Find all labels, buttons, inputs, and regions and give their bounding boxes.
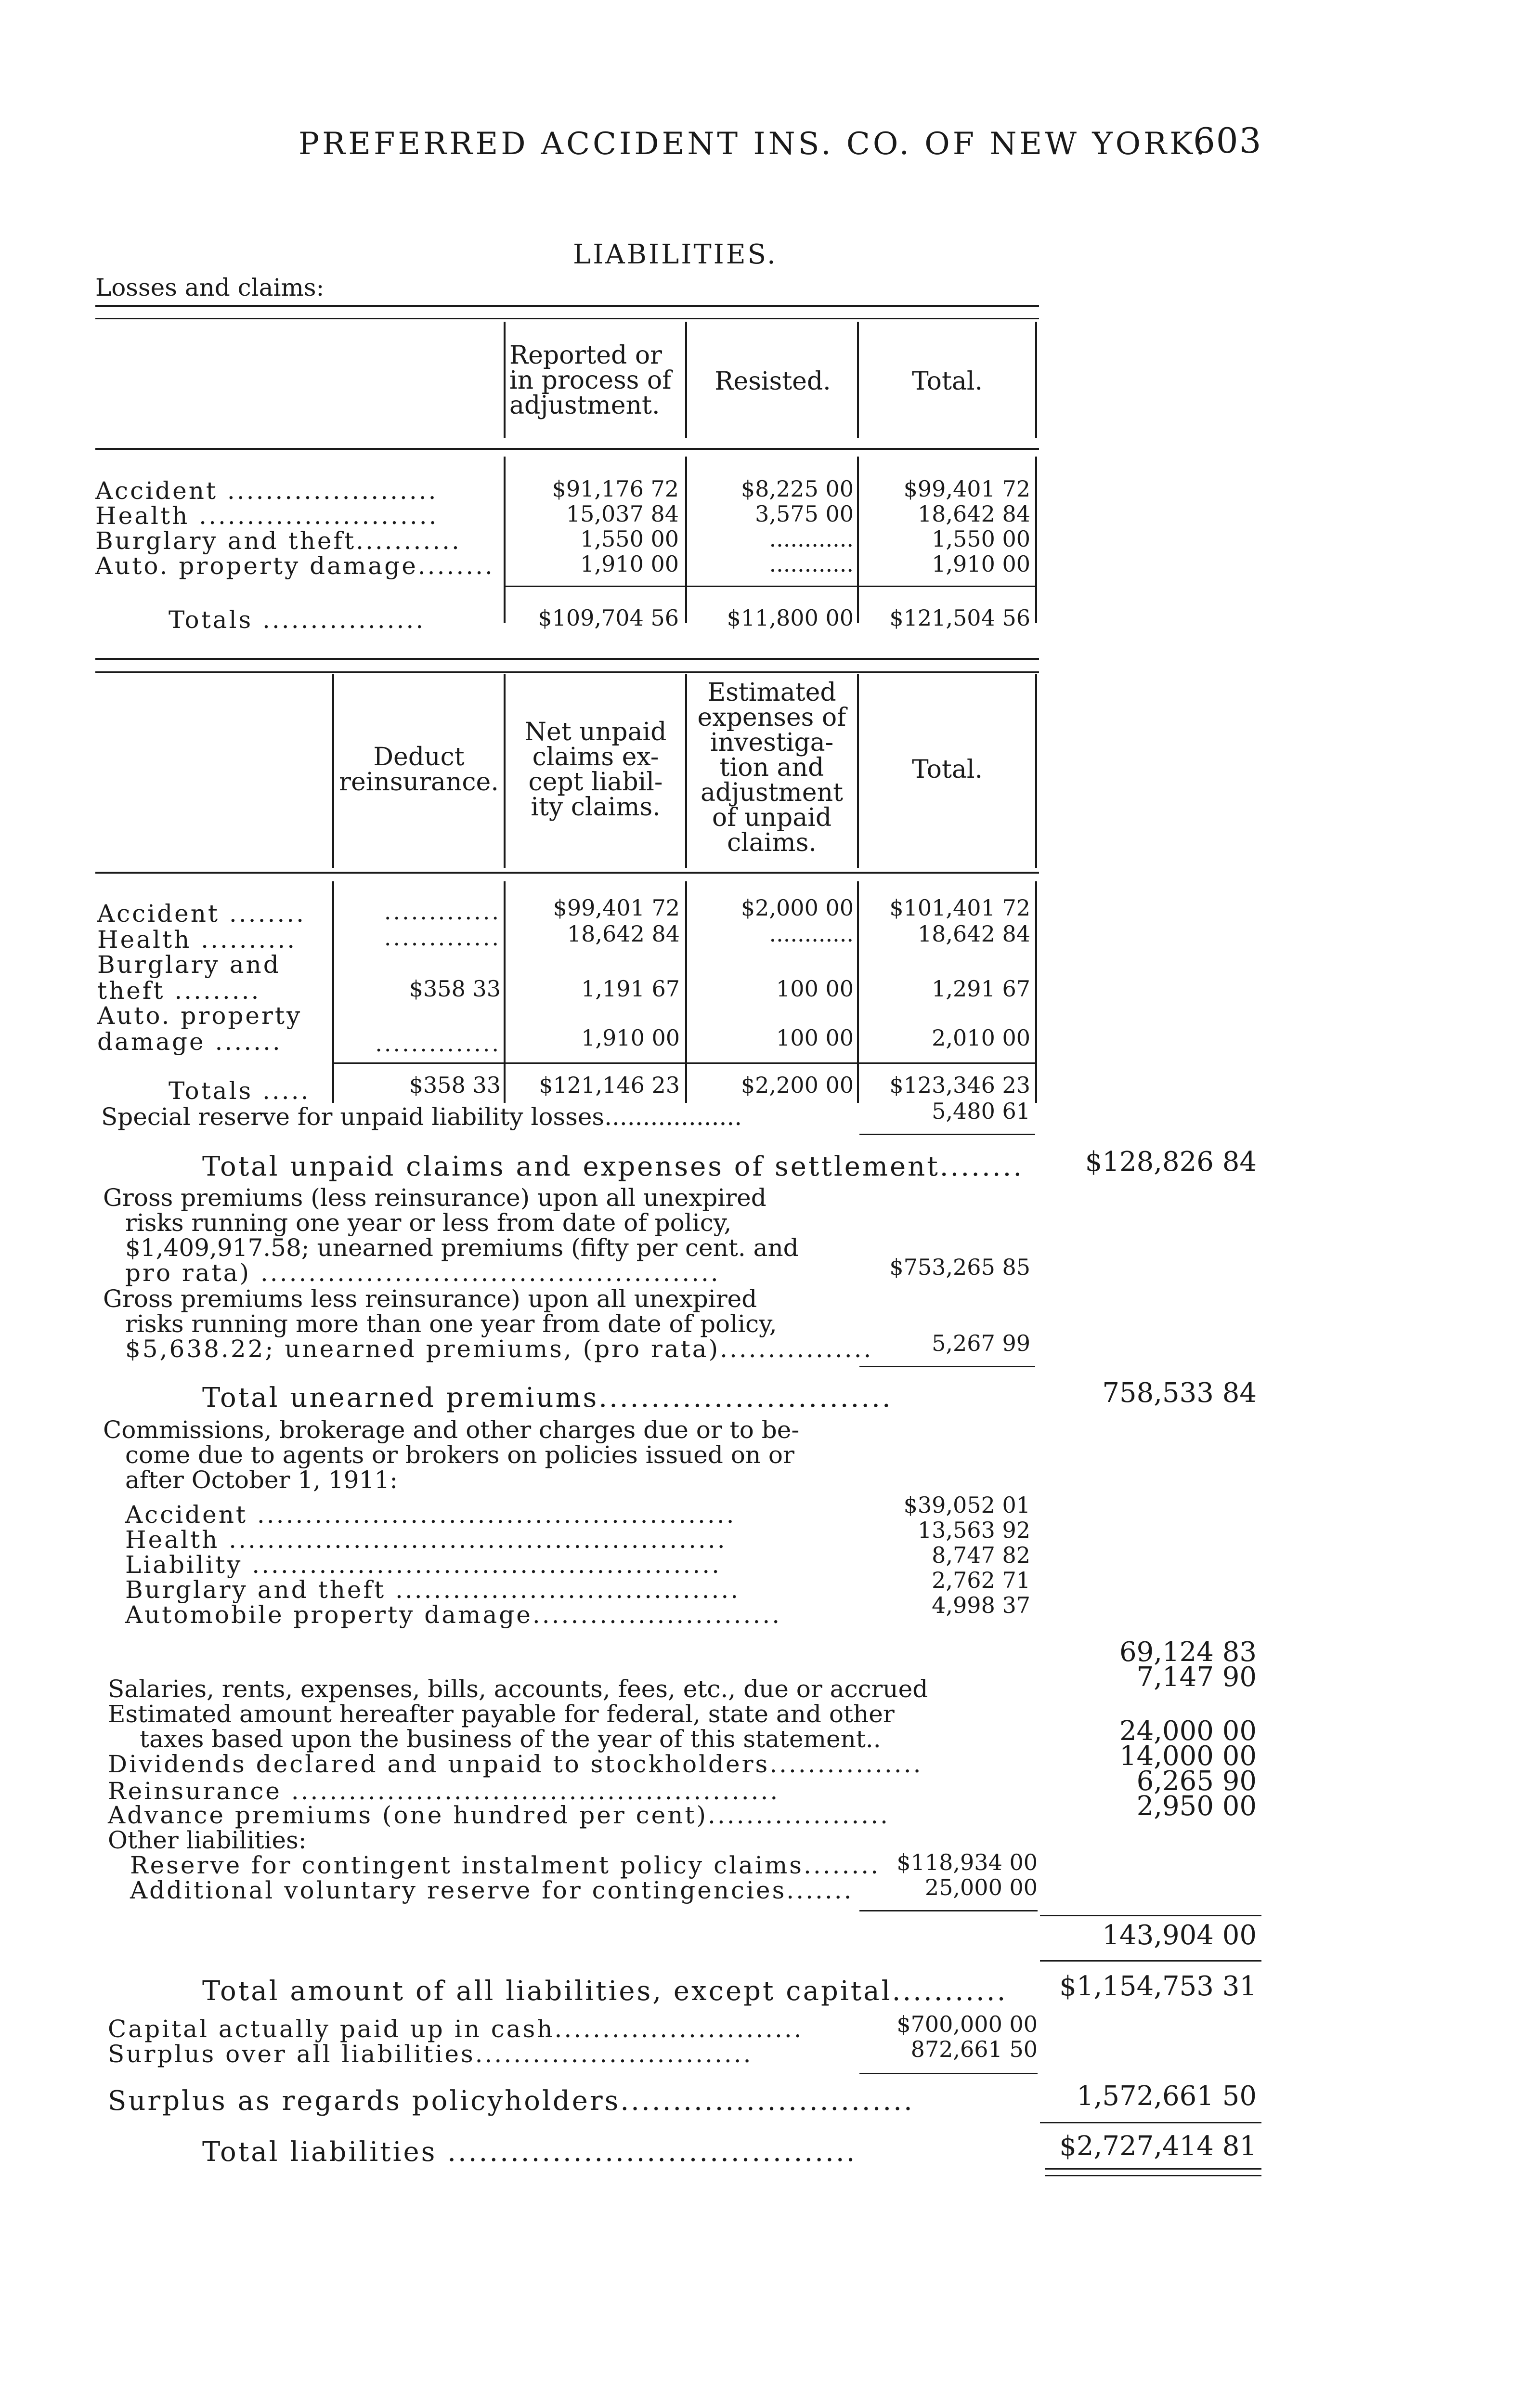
other-item-label: Additional voluntary reserve for contingencies.......	[130, 1876, 854, 1904]
totals-label: Totals .....	[169, 1077, 311, 1105]
cell-total: 18,642 84	[917, 921, 1030, 947]
comm-total-value: 69,124 83	[1119, 1636, 1257, 1668]
gross2-value: 5,267 99	[932, 1330, 1030, 1356]
col-header-deduct: Deduct reinsurance.	[339, 743, 499, 797]
salaries-label: Salaries, rents, expenses, bills, accounts, fees, etc., due or accrued	[108, 1675, 928, 1703]
page-number: 603	[1193, 120, 1262, 161]
surplus-over-value: 872,661 50	[910, 2036, 1038, 2062]
advance-value: 2,950 00	[1136, 1791, 1257, 1822]
cell-est: 100 00	[776, 976, 854, 1002]
cell-reported: 1,550 00	[580, 526, 679, 552]
comm-item-value: 2,762 71	[932, 1567, 1030, 1593]
cell-deduct: ..............	[375, 1031, 501, 1057]
total-unpaid-value: $128,826 84	[1085, 1146, 1257, 1178]
advance-label: Advance premiums (one hundred per cent)...................	[108, 1801, 890, 1829]
total-unearned-value: 758,533 84	[1102, 1377, 1257, 1409]
col-header-total: Total.	[911, 367, 983, 396]
gross1-value: $753,265 85	[889, 1254, 1030, 1280]
cell-net: $99,401 72	[553, 895, 680, 921]
text-line: $5,638.22; unearned premiums, (pro rata)................	[125, 1335, 873, 1363]
row-label: Health .........................	[95, 502, 439, 530]
losses-label: Losses and claims:	[95, 274, 325, 301]
special-reserve-label: Special reserve for unpaid liability losses..................	[101, 1103, 742, 1131]
row-label: Auto. property damage........	[95, 552, 494, 580]
comm-item-value: 8,747 82	[932, 1542, 1030, 1568]
section-title: LIABILITIES.	[573, 239, 778, 270]
text-line: pro rata) ................................................	[125, 1259, 720, 1287]
cell-reported: 15,037 84	[566, 501, 679, 527]
cell-resisted: ............	[769, 551, 854, 577]
cell-deduct: .............	[384, 925, 501, 951]
dividends-value: 14,000 00	[1119, 1741, 1257, 1772]
other-item-value: $118,934 00	[896, 1849, 1038, 1875]
cell-total: 18,642 84	[917, 501, 1030, 527]
comm-item-value: 13,563 92	[917, 1517, 1030, 1543]
total-reported: $109,704 56	[538, 605, 679, 631]
surplus-over-label: Surplus over all liabilities.............................	[108, 2040, 753, 2068]
cell-total: $101,401 72	[889, 895, 1030, 921]
other-total-value: 143,904 00	[1102, 1920, 1257, 1951]
cell-deduct: $358 33	[409, 976, 501, 1002]
cell-est: ............	[769, 921, 854, 947]
total-liabilities-value: $2,727,414 81	[1059, 2131, 1257, 2162]
taxes-line-2: taxes based upon the business of the year of this statement..	[140, 1725, 881, 1753]
total-unpaid-label: Total unpaid claims and expenses of settlement........	[202, 1151, 1024, 1182]
text-line: $1,409,917.58; unearned premiums (fifty per cent. and	[125, 1234, 799, 1262]
cell-total: 1,910 00	[932, 551, 1030, 577]
row-label: Auto. property damage .......	[97, 1002, 302, 1056]
total-resisted: $11,800 00	[727, 605, 854, 631]
text-line: Gross premiums (less reinsurance) upon all unexpired	[103, 1184, 766, 1212]
total-total: $121,504 56	[889, 605, 1030, 631]
comm-item-label: Liability .................................................	[125, 1551, 722, 1579]
col-header-total2: Total.	[911, 755, 983, 784]
cell-resisted: $8,225 00	[741, 476, 854, 502]
cell-est: 100 00	[776, 1025, 854, 1051]
comm-item-value: 4,998 37	[932, 1592, 1030, 1618]
row-label: Health ..........	[97, 926, 297, 954]
cell-total: $99,401 72	[903, 476, 1030, 502]
col-header-estimated: Estimated expenses of investiga- tion and adjustment of unpaid claims.	[697, 678, 846, 857]
cell-est: $2,000 00	[741, 895, 854, 921]
dividends-label: Dividends declared and unpaid to stockholders................	[108, 1750, 923, 1778]
totals-label: Totals .................	[169, 606, 426, 634]
col-header-net-unpaid: Net unpaid claims ex- cept liabil- ity claims.	[524, 718, 667, 822]
other-item-value: 25,000 00	[924, 1874, 1038, 1900]
comm-item-label: Health ....................................................	[125, 1526, 727, 1554]
comm-item-label: Accident ..................................................	[125, 1501, 736, 1529]
text-line: after October 1, 1911:	[125, 1466, 398, 1494]
taxes-line-1: Estimated amount hereafter payable for federal, state and other	[108, 1700, 895, 1728]
text-line: risks running one year or less from date of policy,	[125, 1209, 732, 1237]
total-total: $123,346 23	[889, 1072, 1030, 1098]
cell-total: 1,291 67	[932, 976, 1030, 1002]
total-net: $121,146 23	[539, 1072, 680, 1098]
row-label: Accident ........	[97, 900, 306, 928]
cell-net: 1,910 00	[581, 1025, 680, 1051]
salaries-value: 7,147 90	[1136, 1662, 1257, 1693]
comm-item-label: Automobile property damage..........................	[125, 1601, 782, 1629]
row-label: Burglary and theft .........	[97, 951, 281, 1005]
reinsurance-label: Reinsurance ...................................................	[108, 1777, 780, 1805]
cell-reported: $91,176 72	[552, 476, 679, 502]
cell-net: 1,191 67	[581, 976, 680, 1002]
total-est: $2,200 00	[741, 1072, 854, 1098]
text-line: come due to agents or brokers on policies issued on or	[125, 1441, 794, 1469]
text-line: Commissions, brokerage and other charges due or to be-	[103, 1416, 800, 1444]
reinsurance-value: 6,265 90	[1136, 1766, 1257, 1797]
cell-reported: 1,910 00	[580, 551, 679, 577]
comm-item-label: Burglary and theft ....................................	[125, 1576, 741, 1604]
col-header-resisted: Resisted.	[715, 367, 831, 396]
capital-value: $700,000 00	[896, 2011, 1038, 2037]
col-header-reported: Reported or in process of adjustment.	[509, 341, 672, 420]
page-header-title: PREFERRED ACCIDENT INS. CO. OF NEW YORK.	[299, 126, 1208, 162]
text-line: risks running more than one year from date of policy,	[125, 1310, 777, 1338]
taxes-value: 24,000 00	[1119, 1715, 1257, 1747]
other-item-label: Reserve for contingent instalment policy claims........	[130, 1851, 881, 1879]
surplus-policyholders-value: 1,572,661 50	[1076, 2081, 1257, 2112]
text-line: Gross premiums less reinsurance) upon all unexpired	[103, 1285, 757, 1313]
cell-total: 2,010 00	[932, 1025, 1030, 1051]
total-unearned-label: Total unearned premiums............................	[202, 1382, 893, 1413]
total-all-label: Total amount of all liabilities, except capital...........	[202, 1976, 1008, 2007]
cell-deduct: .............	[384, 899, 501, 925]
cell-total: 1,550 00	[932, 526, 1030, 552]
special-reserve-value: 5,480 61	[932, 1098, 1030, 1124]
total-all-value: $1,154,753 31	[1059, 1971, 1257, 2002]
cell-net: 18,642 84	[567, 921, 680, 947]
row-label: Burglary and theft...........	[95, 527, 461, 555]
cell-resisted: ............	[769, 526, 854, 552]
surplus-policyholders-label: Surplus as regards policyholders............................	[108, 2085, 914, 2117]
total-deduct: $358 33	[409, 1072, 501, 1098]
comm-item-value: $39,052 01	[903, 1492, 1030, 1518]
total-liabilities-label: Total liabilities .......................................	[202, 2136, 857, 2168]
row-label: Accident ......................	[95, 477, 438, 505]
other-liabilities-label: Other liabilities:	[108, 1826, 307, 1854]
cell-resisted: 3,575 00	[755, 501, 854, 527]
capital-label: Capital actually paid up in cash..........................	[108, 2015, 804, 2043]
